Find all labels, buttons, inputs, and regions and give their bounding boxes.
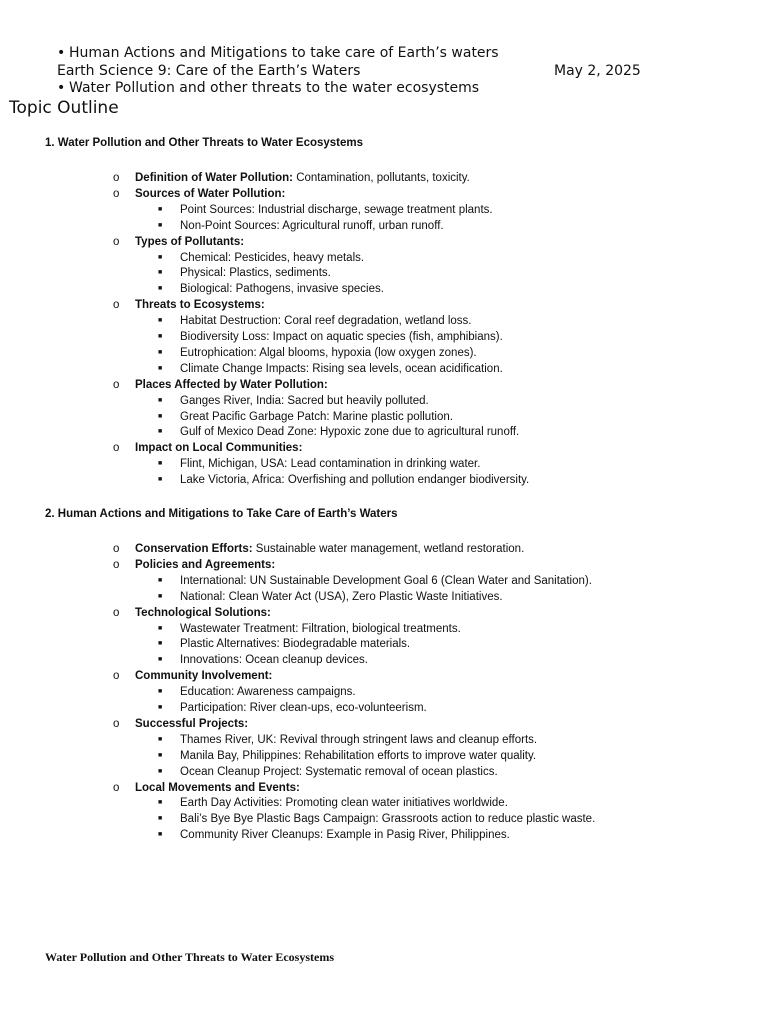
square-bullet-icon: ■ <box>158 205 163 213</box>
outline-item-heading: Policies and Agreements: <box>135 558 276 571</box>
outline-subitem <box>158 812 595 826</box>
outline-subitem-text: Great Pacific Garbage Patch: Marine plastic pollution. <box>180 410 453 423</box>
header-course: Earth Science 9: Care of the Earth’s Waters <box>57 63 361 79</box>
outline-subitem <box>158 749 536 763</box>
outline-item-heading: Successful Projects: <box>135 717 249 730</box>
outline-subitem-text: Bali’s Bye Bye Plastic Bags Campaign: Grassroots action to reduce plastic waste. <box>180 813 596 826</box>
outline-subitem-text: Habitat Destruction: Coral reef degradation, wetland loss. <box>180 315 472 328</box>
outline-item <box>113 781 300 795</box>
outline-item <box>113 669 272 683</box>
outline-subitem-text: Climate Change Impacts: Rising sea levels, ocean acidification. <box>180 362 503 375</box>
outline-subitem-text: Point Sources: Industrial discharge, sewage treatment plants. <box>180 203 493 216</box>
outline-subitem <box>158 282 384 296</box>
outline-item-heading: Types of Pollutants: <box>135 235 245 248</box>
outline-subitem <box>158 733 537 747</box>
circle-bullet-icon: o <box>113 299 120 312</box>
square-bullet-icon: ■ <box>158 751 163 759</box>
circle-bullet-icon: o <box>113 442 120 455</box>
outline-subitem-text: Lake Victoria, Africa: Overfishing and pollution endanger biodiversity. <box>180 474 530 487</box>
outline-subitem <box>158 362 503 376</box>
outline-item <box>113 606 271 620</box>
outline-subitem-text: Biological: Pathogens, invasive species. <box>180 283 384 296</box>
square-bullet-icon: ■ <box>158 317 163 325</box>
outline-item <box>113 298 265 312</box>
outline-subitem-text: Wastewater Treatment: Filtration, biological treatments. <box>180 622 461 635</box>
circle-bullet-icon: o <box>113 781 120 794</box>
square-bullet-icon: ■ <box>158 348 163 356</box>
square-bullet-icon: ■ <box>158 364 163 372</box>
circle-bullet-icon: o <box>113 378 120 391</box>
outline-subitem <box>158 203 493 217</box>
outline-item-heading: Threats to Ecosystems: <box>135 299 265 312</box>
outline-subitem <box>158 266 331 280</box>
outline-subitem-text: Non-Point Sources: Agricultural runoff, urban runoff. <box>180 219 444 232</box>
outline-subitem-text: Participation: River clean-ups, eco-volunteerism. <box>180 702 427 714</box>
outline-subitem <box>158 765 498 779</box>
outline-item-heading: Definition of Water Pollution: <box>135 172 293 184</box>
circle-bullet-icon: o <box>113 543 120 555</box>
square-bullet-icon: ■ <box>158 799 163 807</box>
outline-subitem <box>158 622 461 636</box>
circle-bullet-icon: o <box>113 235 120 248</box>
square-bullet-icon: ■ <box>158 396 163 404</box>
outline-subitem-text: Flint, Michigan, USA: Lead contamination in drinking water. <box>180 458 481 471</box>
outline-item-heading: Impact on Local Communities: <box>135 442 303 455</box>
circle-bullet-icon: o <box>113 606 120 619</box>
outline-item <box>113 558 275 572</box>
circle-bullet-icon: o <box>113 187 120 200</box>
bullet-icon: • <box>57 80 66 96</box>
square-bullet-icon: ■ <box>158 656 163 664</box>
square-bullet-icon: ■ <box>158 767 163 775</box>
outline-subitem <box>158 346 477 360</box>
square-bullet-icon: ■ <box>158 221 163 229</box>
outline-item <box>113 378 328 392</box>
outline-item-text: Contamination, pollutants, toxicity. <box>293 172 470 184</box>
outline-item <box>113 717 248 731</box>
outline-subitem-text: Ganges River, India: Sacred but heavily polluted. <box>180 394 429 407</box>
outline-subitem-text: National: Clean Water Act (USA), Zero Plastic Waste Initiatives. <box>180 590 503 603</box>
outline-subitem-text: Physical: Plastics, sediments. <box>180 267 331 280</box>
outline-item-heading: Local Movements and Events: <box>135 781 300 794</box>
outline-subitem-text: Thames River, UK: Revival through stringent laws and cleanup efforts. <box>180 733 538 746</box>
outline-subitem-text: Biodiversity Loss: Impact on aquatic species (fish, amphibians). <box>180 331 503 343</box>
outline-item <box>113 441 302 455</box>
outline-subitem <box>158 701 427 715</box>
outline-subitem <box>158 653 368 667</box>
circle-bullet-icon: o <box>113 670 120 683</box>
circle-bullet-icon: o <box>113 558 120 571</box>
square-bullet-icon: ■ <box>158 476 163 484</box>
square-bullet-icon: ■ <box>158 576 163 584</box>
outline-subitem-text: Plastic Alternatives: Biodegradable materials. <box>180 638 411 651</box>
outline-subitem-text: Ocean Cleanup Project: Systematic removal of ocean plastics. <box>180 765 498 778</box>
outline-item <box>113 171 470 185</box>
outline-item-text: Sustainable water management, wetland restoration. <box>252 543 525 555</box>
square-bullet-icon: ■ <box>158 269 163 277</box>
outline-item <box>113 187 285 201</box>
outline-subitem <box>158 410 453 424</box>
outline-subitem <box>158 796 508 810</box>
outline-subitem-text: Gulf of Mexico Dead Zone: Hypoxic zone due to agricultural runoff. <box>180 426 520 439</box>
outline-item-heading: Places Affected by Water Pollution: <box>135 378 328 391</box>
square-bullet-icon: ■ <box>158 592 163 600</box>
header-date: May 2, 2025 <box>554 63 641 79</box>
outline-subitem-text: Community River Cleanups: Example in Pasig River, Philippines. <box>180 829 510 842</box>
outline-subitem <box>158 828 510 842</box>
outline-subitem-text: Chemical: Pesticides, heavy metals. <box>180 251 365 264</box>
section-1-title: 1. Water Pollution and Other Threats to Water Ecosystems <box>45 137 364 149</box>
outline-subitem <box>158 590 503 604</box>
outline-subitem-text: Eutrophication: Algal blooms, hypoxia (low oxygen zones). <box>180 346 477 359</box>
outline-item-heading: Sources of Water Pollution: <box>135 187 286 200</box>
outline-subitem-text: International: UN Sustainable Development Goal 6 (Clean Water and Sanitation). <box>180 574 592 587</box>
outline-subitem-text: Earth Day Activities: Promoting clean water initiatives worldwide. <box>180 797 508 810</box>
outline-subitem <box>158 425 519 439</box>
outline-item-heading: Community Involvement: <box>135 670 273 683</box>
outline-subitem <box>158 685 356 699</box>
square-bullet-icon: ■ <box>158 253 163 261</box>
section-2-title: 2. Human Actions and Mitigations to Take Care of Earth’s Waters <box>45 508 398 520</box>
header-line-3: • Water Pollution and other threats to the water ecosystems <box>57 80 480 96</box>
square-bullet-icon: ■ <box>158 704 163 711</box>
outline-subitem <box>158 219 444 233</box>
outline-item-heading: Conservation Efforts: <box>135 543 253 555</box>
square-bullet-icon: ■ <box>158 285 163 293</box>
square-bullet-icon: ■ <box>158 735 163 743</box>
outline-subitem <box>158 330 503 344</box>
square-bullet-icon: ■ <box>158 333 163 340</box>
circle-bullet-icon: o <box>113 172 120 184</box>
square-bullet-icon: ■ <box>158 831 163 839</box>
outline-subitem <box>158 574 592 588</box>
square-bullet-icon: ■ <box>158 640 163 648</box>
outline-subitem <box>158 473 529 487</box>
square-bullet-icon: ■ <box>158 624 163 632</box>
square-bullet-icon: ■ <box>158 460 163 468</box>
outline-subitem <box>158 457 480 471</box>
outline-subitem <box>158 394 429 408</box>
outline-subitem-text: Education: Awareness campaigns. <box>180 686 356 699</box>
outline-subitem-text: Manila Bay, Philippines: Rehabilitation efforts to improve water quality. <box>180 749 537 762</box>
outline-subitem <box>158 251 364 265</box>
square-bullet-icon: ■ <box>158 412 163 420</box>
outline-item <box>113 235 244 249</box>
circle-bullet-icon: o <box>113 717 120 730</box>
outline-subitem-text: Innovations: Ocean cleanup devices. <box>180 654 368 667</box>
square-bullet-icon: ■ <box>158 688 163 696</box>
outline-item <box>113 542 524 556</box>
header-line-1: • Human Actions and Mitigations to take care of Earth’s waters <box>57 45 499 61</box>
outline-title: Topic Outline <box>9 98 119 118</box>
square-bullet-icon: ■ <box>158 428 163 436</box>
outline-item-heading: Technological Solutions: <box>135 606 271 619</box>
square-bullet-icon: ■ <box>158 815 163 823</box>
outline-subitem <box>158 314 472 328</box>
bullet-icon: • <box>57 45 66 61</box>
outline-subitem <box>158 637 410 651</box>
footer-heading: Water Pollution and Other Threats to Water Ecosystems <box>45 950 335 964</box>
